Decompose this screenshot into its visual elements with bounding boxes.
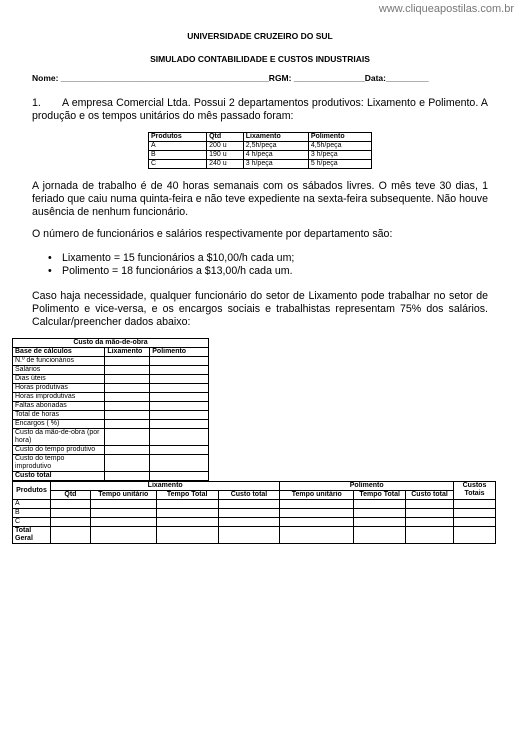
cost-sub-lix-tempo-total: Tempo Total <box>156 491 218 500</box>
labor-empty-cell[interactable] <box>105 375 150 384</box>
prod-cell: B <box>149 151 207 160</box>
table-row <box>13 393 209 402</box>
cost-header-produtos: Produtos <box>13 482 51 500</box>
cost-empty-cell[interactable] <box>90 518 156 527</box>
product-cost-table <box>12 481 496 544</box>
table-row <box>149 151 372 160</box>
labor-empty-cell[interactable] <box>150 393 209 402</box>
cost-empty-cell[interactable] <box>156 509 218 518</box>
labor-table-title: Custo da mão-de-obra <box>13 339 209 348</box>
prod-cell: A <box>149 142 207 151</box>
prod-cell: C <box>149 160 207 169</box>
labor-empty-cell[interactable] <box>105 411 150 420</box>
labor-empty-cell[interactable] <box>150 375 209 384</box>
table-row <box>13 500 496 509</box>
labor-empty-cell[interactable] <box>105 429 150 446</box>
labor-header-lixamento: Lixamento <box>105 348 150 357</box>
labor-empty-cell[interactable] <box>150 411 209 420</box>
cost-sub-pol-tempo-total: Tempo Total <box>354 491 406 500</box>
cost-empty-cell[interactable] <box>453 527 495 544</box>
prod-header-cell: Polimento <box>308 133 371 142</box>
student-form-line: Nome: ____________________________________________RGM: _______________Data:_________ <box>32 73 429 83</box>
table-row <box>149 160 372 169</box>
labor-total-label: Custo total <box>13 472 105 481</box>
labor-empty-cell[interactable] <box>105 420 150 429</box>
prod-header-cell: Qtd <box>207 133 244 142</box>
cost-empty-cell[interactable] <box>218 500 280 509</box>
employees-paragraph: O número de funcionários e salários respectivamente por departamento são: <box>32 228 393 240</box>
cost-empty-cell[interactable] <box>280 509 354 518</box>
labor-row-label: Faltas abonadas <box>13 402 105 411</box>
cost-row-label: A <box>13 500 51 509</box>
cost-empty-cell[interactable] <box>156 500 218 509</box>
labor-row-label: Custo do tempo improdutivo <box>13 455 105 472</box>
cost-empty-cell[interactable] <box>354 527 406 544</box>
cost-empty-cell[interactable] <box>453 500 495 509</box>
cost-empty-cell[interactable] <box>50 500 90 509</box>
cost-empty-cell[interactable] <box>453 518 495 527</box>
instructions-paragraph: Caso haja necessidade, qualquer funcionário do setor de Lixamento pode trabalhar no setor de Polimento e vice-versa, e os encargos sociais e trabalhistas representam 75% dos salários. Calcular/preencher dados abaixo: <box>32 290 488 328</box>
cost-empty-cell[interactable] <box>90 527 156 544</box>
cost-empty-cell[interactable] <box>218 527 280 544</box>
labor-empty-cell[interactable] <box>105 357 150 366</box>
bullet-polimento-text: Polimento = 18 funcionários a $13,00/h cada um. <box>62 265 293 277</box>
cost-empty-cell[interactable] <box>90 509 156 518</box>
cost-sub-pol-custo-total: Custo total <box>406 491 454 500</box>
cost-row-label: B <box>13 509 51 518</box>
labor-empty-cell[interactable] <box>105 472 150 481</box>
labor-empty-cell[interactable] <box>150 402 209 411</box>
labor-empty-cell[interactable] <box>105 384 150 393</box>
labor-empty-cell[interactable] <box>150 446 209 455</box>
labor-row-label: Custo da mão-de-obra (por hora) <box>13 429 105 446</box>
cost-sub-lix-custo-total: Custo total <box>218 491 280 500</box>
bullet-dot-icon: • <box>48 265 52 277</box>
labor-empty-cell[interactable] <box>150 455 209 472</box>
bullet-dot-icon: • <box>48 252 52 264</box>
cost-empty-cell[interactable] <box>156 518 218 527</box>
labor-row-label: N.º de funcionários <box>13 357 105 366</box>
labor-cost-table <box>12 338 209 481</box>
labor-empty-cell[interactable] <box>150 420 209 429</box>
cost-sub-lix-tempo-unit: Tempo unitário <box>90 491 156 500</box>
cost-empty-cell[interactable] <box>50 509 90 518</box>
bullet-lixamento <box>48 252 294 265</box>
table-row <box>13 472 209 481</box>
labor-row-label: Dias úteis <box>13 375 105 384</box>
cost-empty-cell[interactable] <box>453 509 495 518</box>
cost-empty-cell[interactable] <box>406 500 454 509</box>
table-row <box>13 411 209 420</box>
cost-empty-cell[interactable] <box>406 527 454 544</box>
labor-empty-cell[interactable] <box>105 455 150 472</box>
labor-empty-cell[interactable] <box>105 366 150 375</box>
table-row-total <box>13 527 496 544</box>
prod-cell: 3 h/peça <box>308 151 371 160</box>
bullet-lixamento-text: Lixamento = 15 funcionários a $10,00/h cada um; <box>62 252 295 264</box>
labor-row-label: Encargos ( %) <box>13 420 105 429</box>
labor-empty-cell[interactable] <box>150 429 209 446</box>
cost-empty-cell[interactable] <box>280 518 354 527</box>
labor-empty-cell[interactable] <box>150 472 209 481</box>
table-row <box>13 357 209 366</box>
cost-header-polimento: Polimento <box>280 482 454 491</box>
prod-cell: 5 h/peça <box>308 160 371 169</box>
question-intro-text: A empresa Comercial Ltda. Possui 2 departamentos produtivos: Lixamento e Polimento. A produção e os tempos unitários do mês passado foram: <box>32 97 488 122</box>
cost-empty-cell[interactable] <box>280 500 354 509</box>
table-row <box>13 509 496 518</box>
prod-cell: 4 h/peça <box>243 151 308 160</box>
cost-empty-cell[interactable] <box>156 527 218 544</box>
labor-row-label: Horas produtivas <box>13 384 105 393</box>
table-row <box>13 402 209 411</box>
table-row <box>13 518 496 527</box>
cost-empty-cell[interactable] <box>406 518 454 527</box>
labor-empty-cell[interactable] <box>105 393 150 402</box>
bullet-polimento <box>48 265 293 278</box>
cost-empty-cell[interactable] <box>406 509 454 518</box>
table-row <box>13 366 209 375</box>
table-row <box>13 455 209 472</box>
prod-cell: 2,5h/peça <box>243 142 308 151</box>
prod-header-cell: Produtos <box>149 133 207 142</box>
table-row <box>13 446 209 455</box>
labor-row-label: Salários <box>13 366 105 375</box>
table-row <box>13 384 209 393</box>
cost-header-custos-totais: Custos Totais <box>453 482 495 500</box>
labor-empty-cell[interactable] <box>150 384 209 393</box>
cost-empty-cell[interactable] <box>90 500 156 509</box>
labor-empty-cell[interactable] <box>105 446 150 455</box>
question-intro <box>32 97 488 123</box>
labor-row-label: Custo do tempo produtivo <box>13 446 105 455</box>
prod-cell: 240 u <box>207 160 244 169</box>
cost-row-label: C <box>13 518 51 527</box>
cost-empty-cell[interactable] <box>218 509 280 518</box>
question-number: 1. <box>32 97 41 109</box>
table-row <box>13 429 209 446</box>
subject-title: SIMULADO CONTABILIDADE E CUSTOS INDUSTRIAIS <box>150 54 370 64</box>
university-title: UNIVERSIDADE CRUZEIRO DO SUL <box>187 31 333 41</box>
work-schedule-paragraph: A jornada de trabalho é de 40 horas semanais com os sábados livres. O mês teve 30 dias, 1 feriado que caiu numa quinta-feira e não teve expediente na sexta-feira subsequente. Não houve ausência de nenhum funcionário. <box>32 180 488 218</box>
labor-header-base: Base de cálculos <box>13 348 105 357</box>
labor-empty-cell[interactable] <box>150 366 209 375</box>
labor-row-label: Horas improdutivas <box>13 393 105 402</box>
labor-header-polimento: Polimento <box>150 348 209 357</box>
cost-empty-cell[interactable] <box>218 518 280 527</box>
cost-row-label: Total Geral <box>13 527 51 544</box>
cost-empty-cell[interactable] <box>354 518 406 527</box>
cost-empty-cell[interactable] <box>50 518 90 527</box>
cost-sub-qtd: Qtd <box>50 491 90 500</box>
prod-cell: 3 h/peça <box>243 160 308 169</box>
labor-empty-cell[interactable] <box>105 402 150 411</box>
labor-row-label: Total de horas <box>13 411 105 420</box>
prod-cell: 190 u <box>207 151 244 160</box>
prod-header-cell: Lixamento <box>243 133 308 142</box>
prod-cell: 200 u <box>207 142 244 151</box>
watermark: www.cliqueapostilas.com.br <box>378 3 514 15</box>
table-row <box>13 420 209 429</box>
cost-sub-pol-tempo-unit: Tempo unitário <box>280 491 354 500</box>
cost-empty-cell[interactable] <box>280 527 354 544</box>
table-row <box>13 375 209 384</box>
labor-empty-cell[interactable] <box>150 357 209 366</box>
cost-empty-cell[interactable] <box>50 527 90 544</box>
cost-empty-cell[interactable] <box>354 509 406 518</box>
cost-empty-cell[interactable] <box>354 500 406 509</box>
table-row <box>149 142 372 151</box>
cost-header-lixamento: Lixamento <box>50 482 279 491</box>
prod-cell: 4,5h/peça <box>308 142 371 151</box>
production-table <box>148 132 372 169</box>
